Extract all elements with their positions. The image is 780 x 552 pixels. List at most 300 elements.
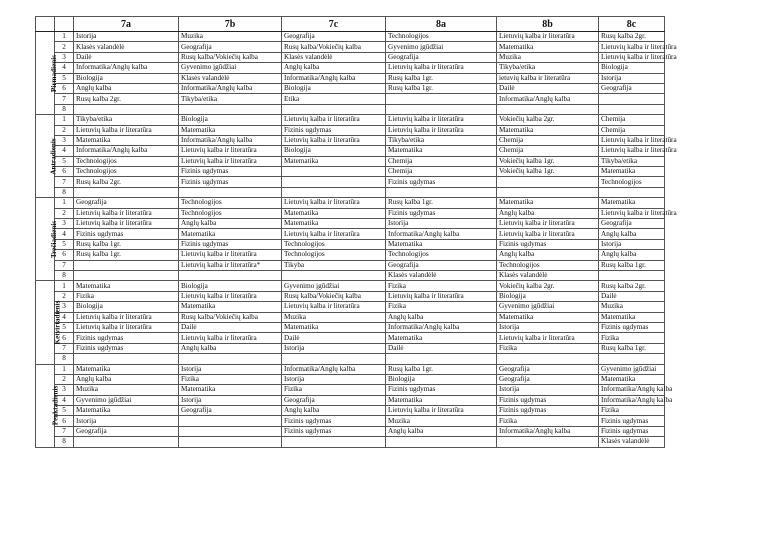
lesson-cell: Matematika (179, 125, 282, 135)
lesson-cell: Matematika (599, 167, 665, 177)
lesson-row (36, 312, 665, 322)
lesson-number: 5 (55, 322, 74, 332)
lesson-cell: Biologija (386, 374, 497, 384)
lesson-row (36, 406, 665, 416)
corner-cell (36, 17, 55, 32)
lesson-cell: Rusų kalba 1gr. (386, 364, 497, 374)
lesson-cell: Muzika (386, 416, 497, 426)
lesson-cell: Tikyba (282, 260, 386, 270)
lesson-row (36, 219, 665, 229)
lesson-cell: Fizinis ugdymas (497, 395, 599, 405)
lesson-row (36, 208, 665, 218)
lesson-cell: Istorija (179, 395, 282, 405)
lesson-cell: Tikyba/etika (497, 63, 599, 73)
lesson-cell: Fizinis ugdymas (599, 322, 665, 332)
lesson-cell: Technologijos (74, 167, 179, 177)
lesson-cell: Istorija (282, 374, 386, 384)
lesson-cell: Lietuvių kalba ir literatūra (599, 146, 665, 156)
lesson-cell: Matematika (497, 125, 599, 135)
lesson-cell: Lietuvių kalba ir literatūra (497, 333, 599, 343)
lesson-cell: Anglų kalba (74, 83, 179, 93)
lesson-cell: Lietuvių kalba ir literatūra (599, 208, 665, 218)
lesson-cell: Fizinis ugdymas (282, 426, 386, 436)
lesson-cell: Rusų kalba/Vokiečių kalba (282, 42, 386, 52)
lesson-row (36, 322, 665, 332)
lesson-cell: Fizika (386, 302, 497, 312)
lesson-cell: Informatika/Anglų kalba (74, 146, 179, 156)
lesson-cell: Fizinis ugdymas (599, 416, 665, 426)
lesson-cell: Lietuvių kalba ir literatūra (386, 125, 497, 135)
lesson-cell: Anglų kalba (386, 312, 497, 322)
lesson-row (36, 260, 665, 270)
lesson-cell (179, 104, 282, 114)
lesson-cell (179, 354, 282, 364)
lesson-cell: Klasės valandėlė (179, 73, 282, 83)
lesson-number: 7 (55, 343, 74, 353)
lesson-cell: Lietuvių kalba ir literatūra (386, 291, 497, 301)
lesson-cell: Chemija (497, 135, 599, 145)
lesson-number: 8 (55, 270, 74, 280)
lesson-cell: Lietuvių kalba ir literatūra (74, 312, 179, 322)
lesson-cell (599, 270, 665, 280)
lesson-number: 3 (55, 302, 74, 312)
lesson-cell: Vokiečių kalba 2gr. (497, 115, 599, 125)
lesson-number: 5 (55, 406, 74, 416)
lesson-cell: Istorija (74, 416, 179, 426)
lesson-number: 2 (55, 291, 74, 301)
lesson-cell: Biologija (282, 83, 386, 93)
lesson-cell: Lietuvių kalba ir literatūra (179, 156, 282, 166)
lesson-cell: Fizinis ugdymas (74, 343, 179, 353)
lesson-cell: Gyvenimo įgūdžiai (599, 364, 665, 374)
lesson-cell: Lietuvių kalba ir literatūra (282, 135, 386, 145)
lesson-number: 7 (55, 94, 74, 104)
lesson-cell: Fizinis ugdymas (497, 239, 599, 249)
lesson-cell (74, 354, 179, 364)
lesson-cell: Matematika (386, 333, 497, 343)
lesson-cell: Istorija (282, 343, 386, 353)
lesson-cell: Fizinis ugdymas (282, 416, 386, 426)
lesson-cell: Rusų kalba 1gr. (599, 343, 665, 353)
lesson-row (36, 63, 665, 73)
lesson-number: 6 (55, 167, 74, 177)
lesson-cell: Fizinis ugdymas (74, 333, 179, 343)
lesson-cell: Geografija (599, 219, 665, 229)
lesson-row (36, 73, 665, 83)
lesson-cell: Anglų kalba (282, 63, 386, 73)
lesson-cell: Technologijos (599, 177, 665, 187)
day-label-cell (36, 115, 58, 198)
lesson-cell (282, 167, 386, 177)
lesson-cell: Anglų kalba (74, 374, 179, 384)
lesson-cell: Klasės valandėlė (74, 42, 179, 52)
lesson-cell: Lietuvių kalba ir literatūra (386, 406, 497, 416)
lesson-row (36, 83, 665, 93)
lesson-cell: Informatika/Anglų kalba (386, 322, 497, 332)
lesson-cell: Geografija (179, 406, 282, 416)
lesson-cell: Matematika (179, 229, 282, 239)
lesson-cell: Rusų kalba 2gr. (74, 177, 179, 187)
lesson-cell (74, 187, 179, 197)
lesson-cell: Vokiečių kalba 1gr. (497, 156, 599, 166)
lesson-cell (282, 354, 386, 364)
lesson-cell: Fizinis ugdymas (179, 177, 282, 187)
lesson-cell (497, 437, 599, 447)
lesson-cell: Informatika/Anglų kalba (497, 426, 599, 436)
lesson-cell: Matematika (497, 42, 599, 52)
lesson-cell: Biologija (74, 302, 179, 312)
lesson-row (36, 437, 665, 447)
lesson-cell: Dailė (74, 52, 179, 62)
lesson-row (36, 374, 665, 384)
lesson-cell: Matematika (179, 302, 282, 312)
lesson-cell (386, 437, 497, 447)
lesson-number: 8 (55, 104, 74, 114)
day-label: Ketvirtadienis (53, 300, 62, 345)
lesson-cell (74, 437, 179, 447)
lesson-cell: Istorija (179, 364, 282, 374)
lesson-cell: Rusų kalba 1gr. (386, 83, 497, 93)
lesson-cell: Chemija (497, 146, 599, 156)
lesson-cell: Lietuvių kalba ir literatūra (282, 302, 386, 312)
lesson-row (36, 333, 665, 343)
lesson-cell: Anglų kalba (282, 406, 386, 416)
lesson-cell: Geografija (179, 42, 282, 52)
lesson-cell: Matematika (74, 135, 179, 145)
lesson-cell: Istorija (497, 322, 599, 332)
lesson-cell: Lietuvių kalba ir literatūra (599, 52, 665, 62)
lesson-cell (179, 416, 282, 426)
lesson-cell (74, 270, 179, 280)
lesson-cell: Muzika (282, 312, 386, 322)
lesson-cell: Technologijos (179, 198, 282, 208)
lesson-cell: Fizika (599, 333, 665, 343)
lesson-row (36, 198, 665, 208)
lesson-cell: Lietuvių kalba ir literatūra (179, 146, 282, 156)
lesson-cell: Informatika/Anglų kalba (386, 229, 497, 239)
lesson-row (36, 52, 665, 62)
day-label-cell (36, 281, 62, 364)
lesson-cell: Lietuvių kalba ir literatūra (74, 125, 179, 135)
lesson-number: 1 (55, 281, 74, 291)
lesson-cell (386, 354, 497, 364)
lesson-cell: Istorija (497, 385, 599, 395)
lesson-cell: Matematika (599, 312, 665, 322)
lesson-cell: Technologijos (497, 260, 599, 270)
lesson-cell: Informatika/Anglų kalba (179, 135, 282, 145)
lesson-cell (282, 187, 386, 197)
lesson-cell: Geografija (74, 198, 179, 208)
day-label: Trečiadienis (50, 220, 59, 258)
class-header: 7c (282, 17, 386, 32)
lesson-number: 2 (55, 208, 74, 218)
lesson-cell: Vokiečių kalba 2gr. (497, 281, 599, 291)
lesson-cell: Istorija (599, 239, 665, 249)
lesson-row (36, 250, 665, 260)
lesson-number: 5 (55, 156, 74, 166)
lesson-number: 7 (55, 177, 74, 187)
lesson-cell: Rusų kalba/Vokiečių kalba (179, 312, 282, 322)
lesson-row (36, 385, 665, 395)
lesson-cell: Istorija (599, 73, 665, 83)
lesson-cell (599, 187, 665, 197)
lesson-cell (74, 104, 179, 114)
lesson-cell: Istorija (386, 219, 497, 229)
lesson-number: 2 (55, 125, 74, 135)
lesson-number: 1 (55, 198, 74, 208)
lesson-cell: ietuvių kalba ir literatūra (497, 73, 599, 83)
lesson-cell: Lietuvių kalba ir literatūra (179, 250, 282, 260)
lesson-cell: Lietuvių kalba ir literatūra (282, 229, 386, 239)
lesson-cell: Tikyba/etika (599, 156, 665, 166)
lesson-cell: Matematika (74, 281, 179, 291)
lesson-cell (497, 187, 599, 197)
lesson-cell: Rusų kalba 1gr. (386, 73, 497, 83)
lesson-cell: Muzika (599, 302, 665, 312)
lesson-number: 1 (55, 364, 74, 374)
lesson-cell: Informatika/Anglų kalba (282, 73, 386, 83)
lesson-number: 2 (55, 42, 74, 52)
lesson-cell: Geografija (497, 364, 599, 374)
lesson-cell (599, 354, 665, 364)
lesson-cell: Informatika/Anglų kalba (599, 395, 665, 405)
lesson-row (36, 343, 665, 353)
lesson-cell: Istorija (74, 32, 179, 42)
lesson-cell (599, 104, 665, 114)
lesson-cell: Fizinis ugdymas (386, 208, 497, 218)
lesson-cell: Anglų kalba (599, 250, 665, 260)
lesson-cell: Matematika (74, 406, 179, 416)
lesson-row (36, 115, 665, 125)
lesson-cell: Lietuvių kalba ir literatūra (386, 63, 497, 73)
timetable (35, 16, 677, 448)
lesson-row (36, 94, 665, 104)
lesson-cell: Matematika (386, 239, 497, 249)
lesson-row (36, 239, 665, 249)
lesson-row (36, 395, 665, 405)
header-row (36, 17, 665, 32)
lesson-cell (282, 270, 386, 280)
lesson-row (36, 177, 665, 187)
corner-cell (55, 17, 74, 32)
lesson-cell: Lietuvių kalba ir literatūra (179, 291, 282, 301)
lesson-cell: Technologijos (386, 32, 497, 42)
lesson-cell: Lietuvių kalba ir literatūra (282, 115, 386, 125)
lesson-cell: Fizinis ugdymas (282, 125, 386, 135)
lesson-cell: Chemija (386, 167, 497, 177)
lesson-cell: Anglų kalba (179, 219, 282, 229)
lesson-number: 6 (55, 416, 74, 426)
lesson-number: 2 (55, 374, 74, 384)
lesson-cell (386, 187, 497, 197)
lesson-cell: Fizika (282, 385, 386, 395)
class-header: 8a (386, 17, 497, 32)
lesson-cell: Fizinis ugdymas (386, 177, 497, 187)
lesson-cell: Matematika (386, 146, 497, 156)
lesson-cell: Geografija (386, 260, 497, 270)
lesson-number: 6 (55, 83, 74, 93)
lesson-cell: Geografija (599, 83, 665, 93)
lesson-cell: Etika (282, 94, 386, 104)
lesson-cell: Anglų kalba (386, 426, 497, 436)
lesson-number: 1 (55, 115, 74, 125)
lesson-number: 4 (55, 63, 74, 73)
lesson-cell: Rusų kalba/Vokiečių kalba (179, 52, 282, 62)
lesson-number: 5 (55, 73, 74, 83)
lesson-cell: Dailė (179, 322, 282, 332)
lesson-row (36, 229, 665, 239)
timetable-body (36, 32, 677, 448)
lesson-cell: Technologijos (282, 239, 386, 249)
lesson-cell (386, 94, 497, 104)
lesson-number: 7 (55, 426, 74, 436)
lesson-cell: Rusų kalba/Vokiečių kalba (282, 291, 386, 301)
lesson-cell: Muzika (179, 32, 282, 42)
lesson-cell (282, 104, 386, 114)
lesson-cell: Klasės valandėlė (386, 270, 497, 280)
lesson-cell: Chemija (599, 115, 665, 125)
lesson-cell (497, 354, 599, 364)
lesson-cell: Matematika (599, 198, 665, 208)
lesson-cell: Gyvenimo įgūdžiai (74, 395, 179, 405)
lesson-cell: Muzika (497, 52, 599, 62)
day-label-cell (36, 198, 59, 281)
lesson-cell (179, 270, 282, 280)
lesson-cell: Matematika (282, 219, 386, 229)
lesson-cell: Matematika (386, 395, 497, 405)
lesson-cell: Biologija (282, 146, 386, 156)
lesson-row (36, 125, 665, 135)
lesson-cell: Muzika (74, 385, 179, 395)
class-header: 7b (179, 17, 282, 32)
lesson-cell: Informatika/Anglų kalba (282, 364, 386, 374)
lesson-cell: Anglų kalba (179, 343, 282, 353)
day-label: Pirmadienis (50, 54, 59, 92)
lesson-cell (282, 437, 386, 447)
lesson-cell: Fizinis ugdymas (497, 406, 599, 416)
lesson-row (36, 32, 665, 42)
lesson-cell: Matematika (599, 374, 665, 384)
lesson-cell: Anglų kalba (599, 229, 665, 239)
lesson-number: 7 (55, 260, 74, 270)
lesson-cell: Matematika (497, 198, 599, 208)
lesson-cell: Rusų kalba 1gr. (386, 198, 497, 208)
lesson-cell: Matematika (74, 364, 179, 374)
lesson-cell: Fizika (179, 374, 282, 384)
lesson-cell: Gyvenimo įgūdžiai (497, 302, 599, 312)
lesson-cell: Klasės valandėlė (282, 52, 386, 62)
lesson-number: 6 (55, 333, 74, 343)
lesson-cell: Matematika (282, 208, 386, 218)
lesson-cell (74, 260, 179, 270)
lesson-cell: Rusų kalba 1gr. (599, 260, 665, 270)
lesson-cell: Tikyba/etika (179, 94, 282, 104)
day-label-cell (36, 32, 59, 115)
lesson-row (36, 291, 665, 301)
lesson-cell: Geografija (282, 395, 386, 405)
lesson-cell: Technologijos (282, 250, 386, 260)
class-header: 8c (599, 17, 665, 32)
lesson-number: 5 (55, 239, 74, 249)
lesson-cell: Tikyba/etika (386, 135, 497, 145)
lesson-cell: Gyvenimo įgūdžiai (179, 63, 282, 73)
lesson-cell: Klasės valandėlė (599, 437, 665, 447)
lesson-cell: Fizika (497, 343, 599, 353)
lesson-cell: Geografija (386, 52, 497, 62)
lesson-cell: Biologija (179, 281, 282, 291)
lesson-cell: Tikyba/etika (74, 115, 179, 125)
lesson-cell: Technologijos (386, 250, 497, 260)
lesson-cell: Rusų kalba 1gr. (74, 250, 179, 260)
class-header: 7a (74, 17, 179, 32)
lesson-cell: Fizika (599, 406, 665, 416)
lesson-cell: Biologija (497, 291, 599, 301)
lesson-cell (497, 177, 599, 187)
lesson-cell (179, 187, 282, 197)
lesson-cell: Lietuvių kalba ir literatūra* (179, 260, 282, 270)
lesson-row (36, 354, 665, 364)
lesson-cell (179, 426, 282, 436)
lesson-row (36, 167, 665, 177)
lesson-number: 6 (55, 250, 74, 260)
lesson-cell: Technologijos (179, 208, 282, 218)
lesson-number: 3 (55, 385, 74, 395)
lesson-cell: Dailė (497, 83, 599, 93)
lesson-cell: Rusų kalba 2gr. (74, 94, 179, 104)
lesson-row (36, 302, 665, 312)
lesson-cell: Matematika (282, 156, 386, 166)
day-label: Antradienis (49, 138, 58, 175)
lesson-cell: Fizinis ugdymas (74, 229, 179, 239)
lesson-cell: Rusų kalba 2gr. (599, 281, 665, 291)
lesson-cell: Fizika (497, 416, 599, 426)
lesson-cell: Biologija (74, 73, 179, 83)
lesson-cell: Lietuvių kalba ir literatūra (599, 135, 665, 145)
lesson-row (36, 187, 665, 197)
lesson-cell: Chemija (386, 156, 497, 166)
lesson-cell: Lietuvių kalba ir literatūra (497, 229, 599, 239)
lesson-number: 8 (55, 354, 74, 364)
lesson-cell: Lietuvių kalba ir literatūra (74, 322, 179, 332)
lesson-cell: Lietuvių kalba ir literatūra (282, 198, 386, 208)
lesson-cell: Matematika (282, 322, 386, 332)
lesson-cell: Geografija (74, 426, 179, 436)
lesson-cell: Lietuvių kalba ir literatūra (599, 42, 665, 52)
lesson-cell: Rusų kalba 2gr. (599, 32, 665, 42)
lesson-cell: Informatika/Anglų kalba (179, 83, 282, 93)
lesson-number: 1 (55, 32, 74, 42)
lesson-number: 4 (55, 312, 74, 322)
lesson-cell: Klasės valandėlė (497, 270, 599, 280)
lesson-number: 4 (55, 146, 74, 156)
lesson-number: 8 (55, 437, 74, 447)
lesson-cell: Fizika (386, 281, 497, 291)
lesson-row (36, 416, 665, 426)
lesson-cell: Fizika (74, 291, 179, 301)
lesson-cell: Fizinis ugdymas (179, 167, 282, 177)
lesson-row (36, 270, 665, 280)
lesson-cell: Fizinis ugdymas (599, 426, 665, 436)
lesson-cell: Matematika (179, 385, 282, 395)
lesson-row (36, 42, 665, 52)
lesson-cell: Biologija (179, 115, 282, 125)
lesson-number: 3 (55, 135, 74, 145)
day-label-cell (36, 364, 60, 447)
lesson-cell: Biologija (599, 63, 665, 73)
lesson-cell: Fizinis ugdymas (386, 385, 497, 395)
lesson-cell: Fizinis ugdymas (179, 239, 282, 249)
lesson-cell: Gyvenimo įgūdžiai (386, 42, 497, 52)
